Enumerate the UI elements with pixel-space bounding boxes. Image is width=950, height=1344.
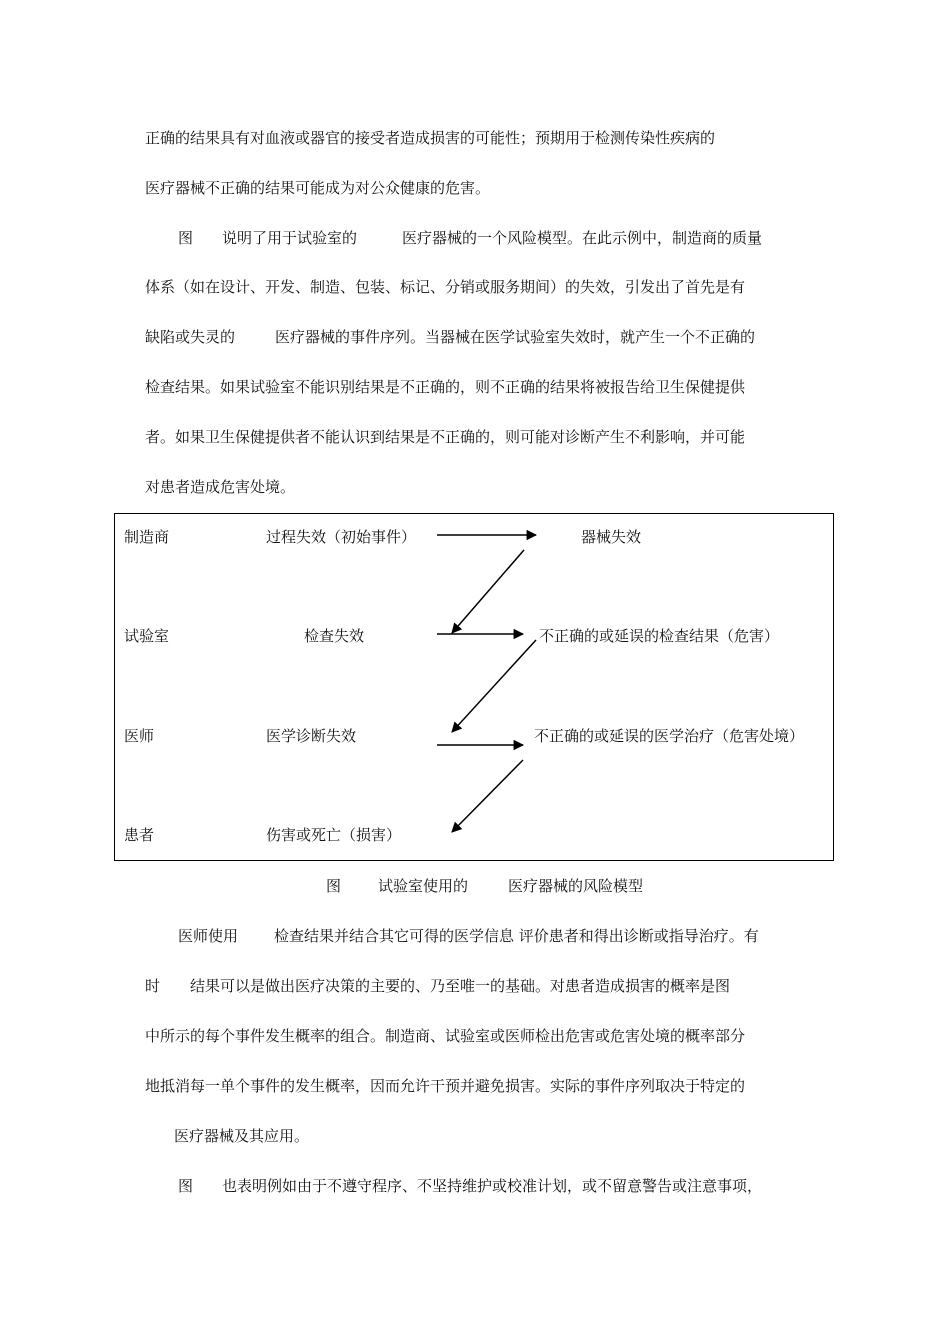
- body-text-line: 检查结果并结合其它可得的医学信息 评价患者和得出诊断或指导治疗。有: [274, 927, 759, 945]
- body-text-line: 中所示的每个事件发生概率的组合。制造商、试验室或医师检出危害或危害处境的概率部分: [145, 1027, 746, 1045]
- body-text-line: 医疗器械及其应用。: [174, 1127, 310, 1145]
- body-text-line: 医疗器械不正确的结果可能成为对公众健康的危害。: [145, 179, 491, 197]
- actor-label-manufacturer: 制造商: [124, 528, 170, 546]
- arrow-diagonal: [452, 760, 523, 832]
- actor-label-physician: 医师: [124, 727, 155, 745]
- body-text-line: 检查结果。如果试验室不能识别结果是不正确的，则不正确的结果将被报告给卫生保健提供: [145, 378, 746, 396]
- figure-caption: 试验室使用的: [378, 877, 469, 895]
- body-text-line: 正确的结果具有对血液或器官的接受者造成损害的可能性；预期用于检测传染性疾病的: [145, 129, 716, 147]
- event-label: 伤害或死亡（损害）: [266, 826, 402, 844]
- event-label: 医学诊断失效: [266, 727, 357, 745]
- body-text-line: 者。如果卫生保健提供者不能认识到结果是不正确的，则可能对诊断产生不利影响，并可能: [145, 428, 746, 446]
- outcome-label: 不正确的或延误的医学治疗（危害处境）: [534, 727, 805, 745]
- figure-reference: 图: [178, 1177, 194, 1195]
- body-text-line: 说明了用于试验室的: [222, 229, 358, 247]
- arrow-diagonal: [452, 550, 524, 633]
- body-text-line: 缺陷或失灵的: [145, 328, 236, 346]
- outcome-label: 不正确的或延误的检查结果（危害）: [539, 627, 780, 645]
- body-text-line: 对患者造成危害处境。: [145, 478, 296, 496]
- actor-label-laboratory: 试验室: [124, 627, 170, 645]
- body-text-line: 医疗器械的事件序列。当器械在医学试验室失效时，就产生一个不正确的: [275, 328, 756, 346]
- body-text-line: 地抵消每一单个事件的发生概率，因而允许干预并避免损害。实际的事件序列取决于特定的: [145, 1077, 746, 1095]
- figure-caption: 医疗器械的风险模型: [508, 877, 644, 895]
- event-label: 检查失效: [304, 627, 365, 645]
- body-text-line: 也表明例如由于不遵守程序、不坚持维护或校准计划，或不留意警告或注意事项，: [222, 1177, 763, 1195]
- body-text-line: 医疗器械的一个风险模型。在此示例中，制造商的质量: [402, 229, 763, 247]
- body-text-line: 医师使用: [178, 927, 239, 945]
- body-text-line: 时: [145, 977, 161, 995]
- arrow-diagonal: [452, 640, 536, 732]
- actor-label-patient: 患者: [124, 826, 155, 844]
- body-text-line: 结果可以是做出医疗决策的主要的、乃至唯一的基础。对患者造成损害的概率是图: [190, 977, 731, 995]
- figure-caption-label: 图: [326, 877, 342, 895]
- body-text-line: 体系（如在设计、开发、制造、包装、标记、分销或服务期间）的失效，引发出了首先是有: [145, 278, 746, 296]
- outcome-label: 器械失效: [581, 528, 642, 546]
- figure-reference: 图: [178, 229, 194, 247]
- event-label: 过程失效（初始事件）: [266, 528, 417, 546]
